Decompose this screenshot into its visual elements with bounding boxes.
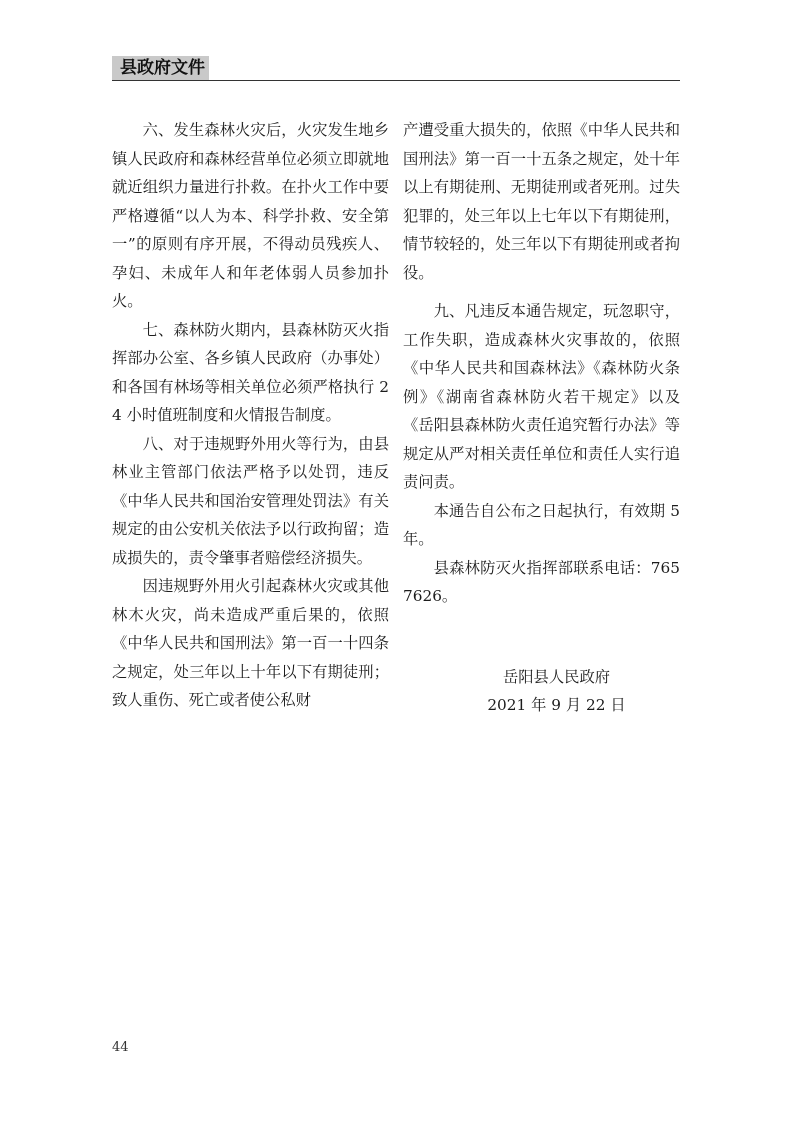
paragraph-eight-continued: 因违规野外用火引起森林火灾或其他林木火灾，尚未造成严重后果的，依照《中华人民共和国刑法》第一百一十四条之规定，处三年以上十年以下有期徒刑；致人重伤、死亡或者使公私财 <box>112 577 389 709</box>
paragraph-contact-phone: 县森林防灭火指挥部联系电话：7657626。 <box>403 558 680 605</box>
header-rule <box>112 80 680 81</box>
paragraph-continuation: 产遭受重大损失的，依照《中华人民共和国刑法》第一百一十五条之规定，处十年以上有期徒刑、无期徒刑或者死刑。过失犯罪的，处三年以上七年以下有期徒刑，情节较轻的，处三年以下有期徒刑或者拘役。 <box>403 121 680 282</box>
paragraph-eight: 八、对于违规野外用火等行为，由县林业主管部门依法严格予以处罚，违反《中华人民共和国治安管理处罚法》有关规定的由公安机关依法予以行政拘留；造成损失的，责令肇事者赔偿经济损失。 <box>112 434 389 567</box>
signature-block <box>403 663 680 720</box>
paragraph-nine: 九、凡违反本通告规定，玩忽职守，工作失职，造成森林火灾事故的，依照《中华人民共和国森林法》《森林防火条例》《湖南省森林防火若干规定》以及《岳阳县森林防火责任追究暂行办法》等规定从严对相关责任单位和责任人实行追责问责。 <box>403 302 680 491</box>
left-column <box>112 116 389 715</box>
paragraph-six: 六、发生森林火灾后，火灾发生地乡镇人民政府和森林经营单位必须立即就地就近组织力量进行扑救。在扑火工作中要严格遵循“以人为本、科学扑救、安全第一”的原则有序开展，不得动员残疾人、孕妇、未成年人和年老体弱人员参加扑火。 <box>112 121 389 310</box>
paragraph-effective-date: 本通告自公布之日起执行，有效期 5 年。 <box>403 501 680 548</box>
header-title: 县政府文件 <box>120 58 205 78</box>
page-number: 44 <box>112 1040 129 1055</box>
right-column <box>403 116 680 720</box>
signature-date: 2021 年 9 月 22 日 <box>487 696 626 714</box>
paragraph-seven: 七、森林防火期内，县森林防灭火指挥部办公室、各乡镇人民政府（办事处）和各国有林场等相关单位必须严格执行 24 小时值班制度和火情报告制度。 <box>112 320 389 424</box>
signature-issuer: 岳阳县人民政府 <box>502 667 611 686</box>
